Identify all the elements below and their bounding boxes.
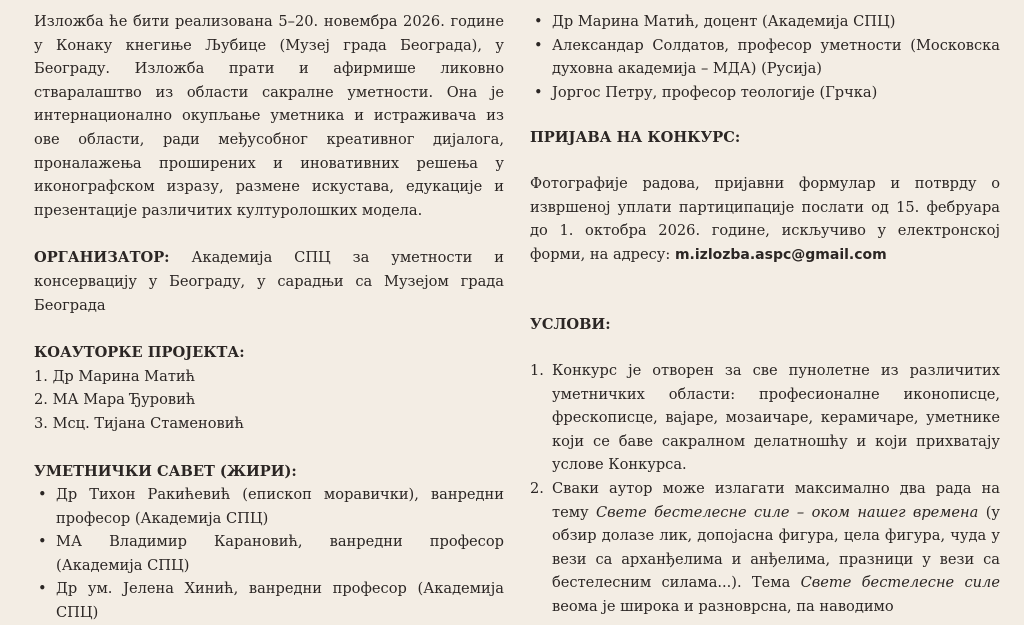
list-item: • МА Владимир Карановић, ванредни професор (Академија СПЦ) bbox=[34, 530, 504, 577]
list-item: • Др ум. Јелена Хинић, ванредни професор (Академија СПЦ) bbox=[34, 577, 504, 624]
list-item: • Др Тихон Ракићевић (епископ моравички), ванредни професор (Академија СПЦ) bbox=[34, 483, 504, 530]
list-item: 3. Мсц. Тијана Стаменовић bbox=[34, 414, 244, 432]
council-list bbox=[34, 483, 504, 625]
email-address[interactable]: m.izlozba.aspc@gmail.com bbox=[674, 246, 887, 263]
list-item: • Александар Солдатов, професор уметности (Московска духовна академија – МДА) (Русија) bbox=[530, 34, 1000, 81]
council-list-continued bbox=[530, 10, 1000, 104]
organizer-paragraph bbox=[34, 246, 504, 317]
organizer-text: Академија СПЦ за уметности и консервацију у Београду, у сарадњи са Музејом града Београда bbox=[34, 249, 504, 314]
condition-text: Конкурс је отворен за све пунолетне из различитих уметничких области: професионалне иконописце, фрескописце, вајаре, мозаичаре, керамичаре, уметнике који се баве сакралном делатношћу и који прихватају услове Конкурса. bbox=[552, 361, 1000, 474]
theme-title-short: Свете бестелесне силе bbox=[800, 574, 1000, 592]
list-item: 2. МА Мара Ђуровић bbox=[34, 391, 196, 409]
organizer-label: ОРГАНИЗАТОР: bbox=[34, 249, 170, 267]
right-column bbox=[530, 13, 1000, 618]
conditions-heading: УСЛОВИ: bbox=[530, 316, 611, 334]
coauthors-heading: КОАУТОРКЕ ПРОЈЕКТА: bbox=[34, 344, 245, 362]
item-number: 1. bbox=[530, 361, 544, 379]
list-item: • Др Марина Матић, доцент (Академија СПЦ) bbox=[530, 10, 1000, 34]
list-item: 1. Др Марина Матић bbox=[34, 367, 196, 385]
list-item bbox=[530, 359, 1000, 477]
list-item: • Јоргос Петру, професор теологије (Грчка) bbox=[530, 81, 1000, 105]
condition-text-c: веома је широка и разноврсна, па наводимо bbox=[552, 597, 894, 615]
theme-title: Свете бестелесне силе – оком нашег времена bbox=[596, 503, 979, 521]
application-heading: ПРИЈАВА НА КОНКУРС: bbox=[530, 129, 741, 147]
left-column bbox=[34, 10, 504, 625]
condition-text-b: (у обзир долазе лик, допојасна фигура, цела фигура, чуда у вези са арханђелима и анђелима, празници у вези са бестелесним силама...). Тема bbox=[552, 503, 1000, 592]
list-item bbox=[530, 477, 1000, 619]
application-text: Фотографије радова, пријавни формулар и потврду о извршеној уплати партиципације послати од 15. фебруара до 1. октобра 2026. године, искључиво у електронској форми, на адресу: bbox=[530, 174, 1000, 263]
intro-paragraph: Изложба ће бити реализована 5–20. новембра 2026. године у Конаку кнегиње Љубице (Музеј града Београда), у Београду. Изложба прати и афирмише ликовно стваралаштво из области сакралне уметности. Она је интернационално окупљање уметника и истраживача из ове области, ради међусобног креативног дијалога, проналажења проширених и иновативних решења у иконографском изразу, размене искустава, едукације и презентације различитих културолошких модела. bbox=[34, 13, 504, 219]
condition-text-a: Сваки аутор може излагати максимално два рада на тему bbox=[552, 479, 1000, 521]
application-paragraph bbox=[530, 172, 1000, 267]
item-number: 2. bbox=[530, 479, 544, 497]
conditions-list bbox=[530, 359, 1000, 619]
coauthors-list bbox=[34, 365, 504, 436]
council-heading: УМЕТНИЧКИ САВЕТ (ЖИРИ): bbox=[34, 462, 297, 480]
